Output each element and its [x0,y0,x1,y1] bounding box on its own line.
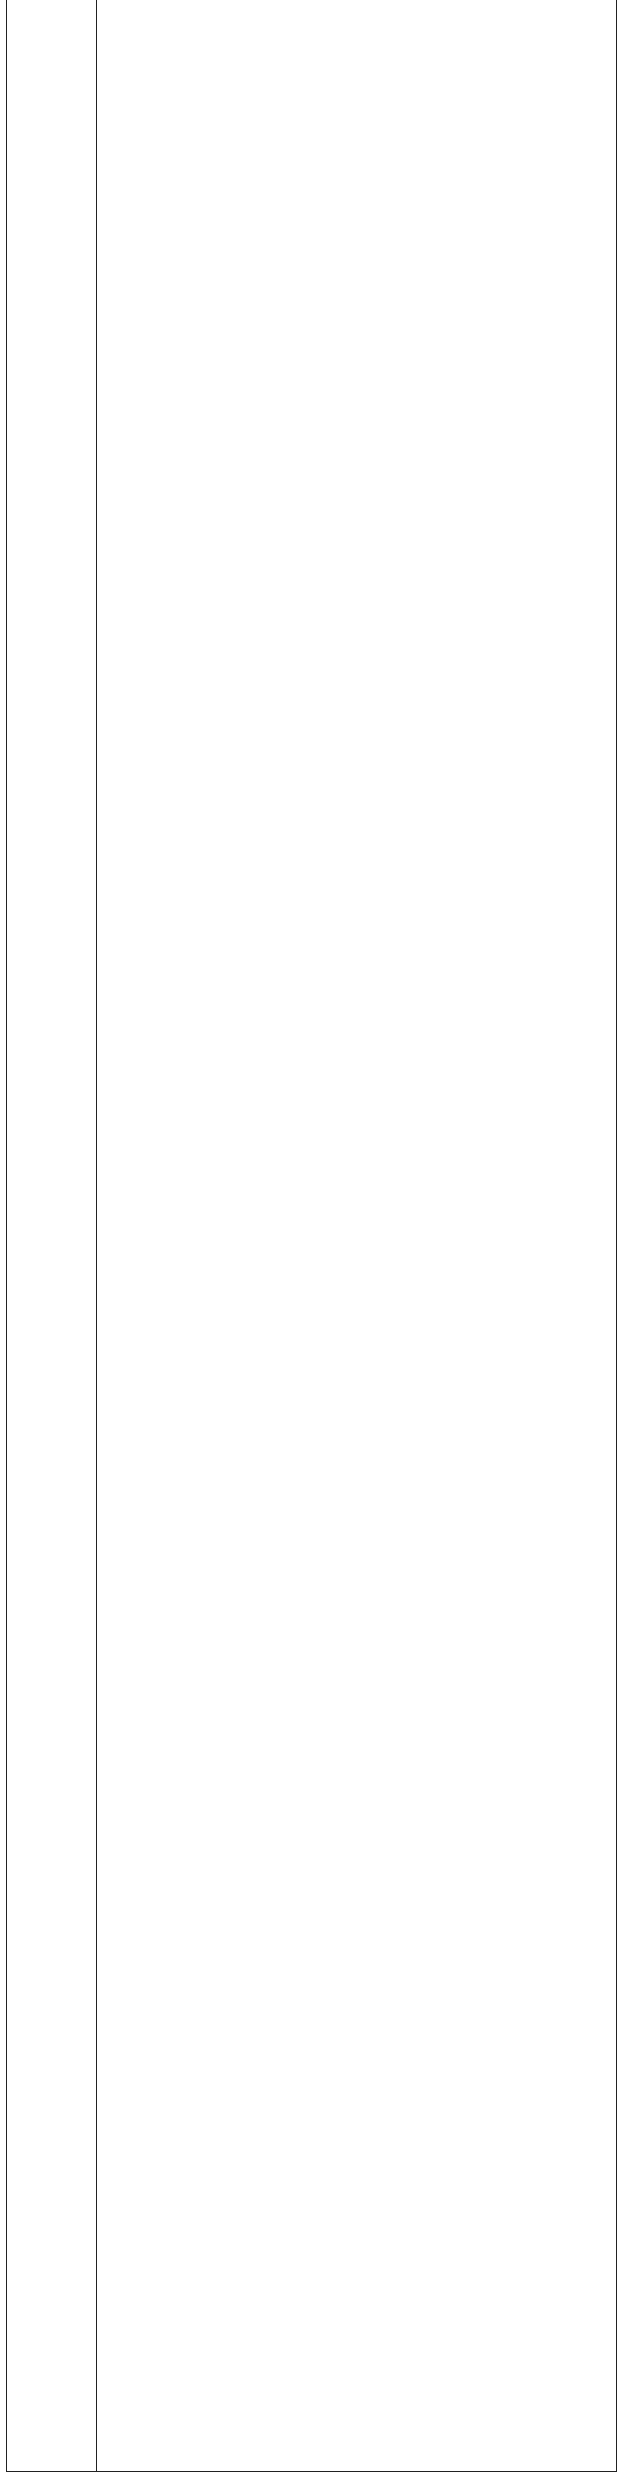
group-name-cell [7,0,97,2471]
assignment-table [6,0,617,2472]
